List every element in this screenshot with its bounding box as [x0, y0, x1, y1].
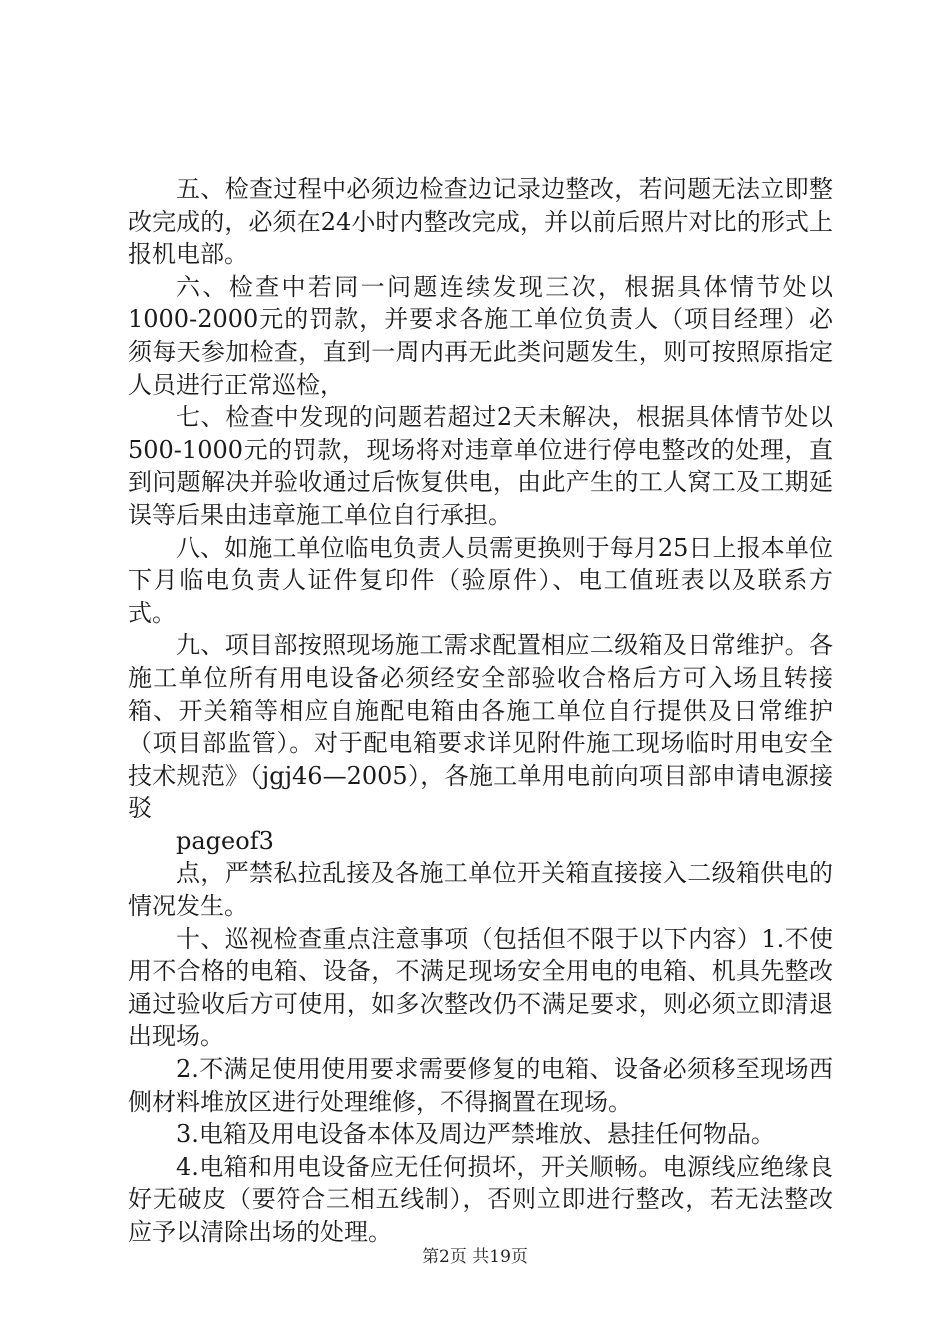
page-footer: 第2页 共19页 — [422, 1247, 528, 1267]
item-3: 3.电箱及用电设备本体及周边严禁堆放、悬挂任何物品。 — [176, 1120, 775, 1149]
paragraph-5: 五、检查过程中必须边检查边记录边整改，若问题无法立即整改完成的，必须在24小时内整改完成，并以前后照片对比的形式上报机电部。 — [128, 175, 833, 269]
paragraph-8: 八、如施工单位临电负责人员需更换则于每月25日上报本单位下月临电负责人证件复印件（验原件）、电工值班表以及联系方式。 — [128, 533, 833, 627]
document-body — [128, 173, 833, 1249]
paragraph-7: 七、检查中发现的问题若超过2天未解决，根据具体情节处以500-1000元的罚款，现场将对违章单位进行停电整改的处理，直到问题解决并验收通过后恢复供电，由此产生的工人窝工及工期延误等后果由违章施工单位自行承担。 — [128, 403, 833, 529]
item-4: 4.电箱和用电设备应无任何损坏，开关顺畅。电源线应绝缘良好无破皮（要符合三相五线制），否则立即进行整改，若无法整改应予以清除出场的处理。 — [128, 1152, 833, 1246]
paragraph-9-continued: 点，严禁私拉乱接及各施工单位开关箱直接接入二级箱供电的情况发生。 — [128, 859, 833, 921]
page-of-marker: pageof3 — [176, 826, 274, 855]
paragraph-10: 十、巡视检查重点注意事项（包括但不限于以下内容）1.不使用不合格的电箱、设备，不满足现场安全用电的电箱、机具先整改通过验收后方可使用，如多次整改仍不满足要求，则必须立即清退出现场。 — [128, 924, 833, 1051]
paragraph-6: 六、检查中若同一问题连续发现三次，根据具体情节处以1000-2000元的罚款，并要求各施工单位负责人（项目经理）必须每天参加检查，直到一周内再无此类问题发生，则可按照原指定人员进行正常巡检， — [128, 272, 833, 399]
paragraph-9: 九、项目部按照现场施工需求配置相应二级箱及日常维护。各施工单位所有用电设备必须经安全部验收合格后方可入场且转接箱、开关箱等相应自施配电箱由各施工单位自行提供及日常维护（项目部监管）。对于配电箱要求详见附件施工现场临时用电安全技术规范》（jgj46—2005），各施工单用电前向项目部申请电源接驳 — [128, 631, 833, 823]
item-2: 2.不满足使用使用要求需要修复的电箱、设备必须移至现场西侧材料堆放区进行处理维修，不得搁置在现场。 — [128, 1055, 833, 1116]
